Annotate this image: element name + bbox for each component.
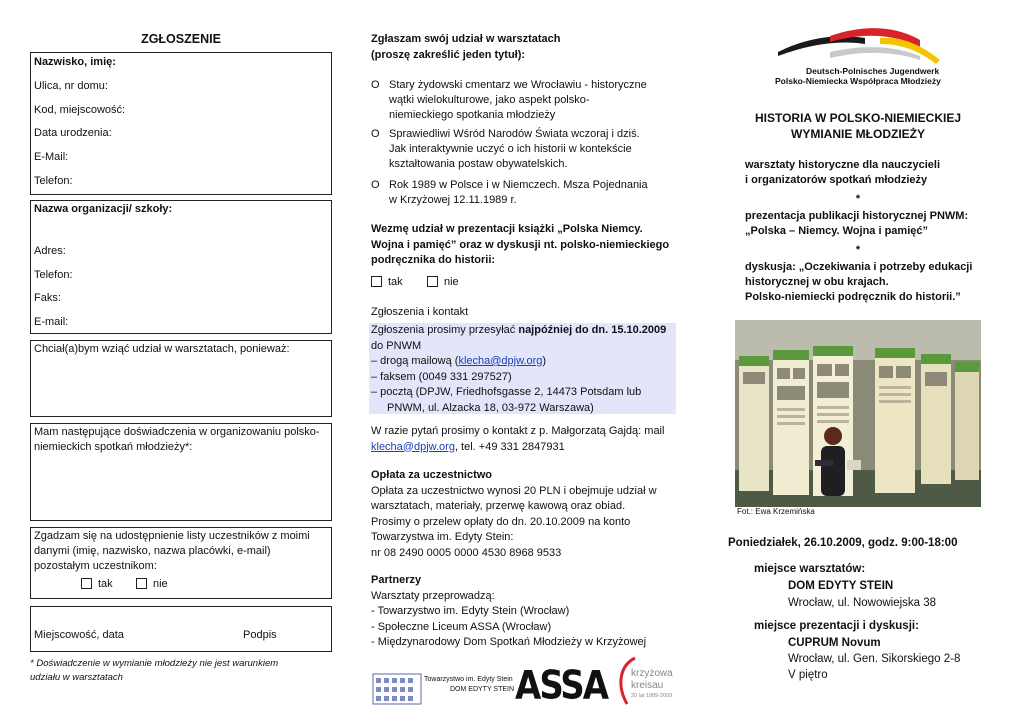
email-label: E-Mail: <box>34 151 69 163</box>
questions-block <box>371 424 677 455</box>
kreisau-logo <box>615 656 679 706</box>
reason-box[interactable] <box>30 340 332 417</box>
kreisau-text-2: kreisau <box>631 680 664 691</box>
program-item-3 <box>745 260 995 305</box>
contact-post-2: PNWM, ul. Alzacka 18, 03-972 Warszawa) <box>387 401 594 414</box>
fee-line: Opłata za uczestnictwo wynosi 20 PLN i obejmuje udział w <box>371 484 657 497</box>
organization-name-label: Nazwa organizacji/ szkoły: <box>34 203 173 215</box>
option-line: kształtowania postaw obywatelskich. <box>389 158 568 170</box>
organization-box[interactable] <box>30 200 332 334</box>
program-item-3-line-2: historycznej w obu krajach. <box>745 276 889 288</box>
presentation-place-address: Wrocław, ul. Gen. Sikorskiego 2-8 <box>788 653 961 665</box>
book-no-label: nie <box>444 276 459 288</box>
fee-line: Towarzystwa im. Edyty Stein: <box>371 531 514 543</box>
consent-yes-label: tak <box>98 578 113 590</box>
experience-label-2: niemieckich spotkań młodzieży*: <box>34 441 193 453</box>
consent-no-label: nie <box>153 578 168 590</box>
questions-line-1: W razie pytań prosimy o kontakt z p. Małgorzatą Gajdą: mail <box>371 425 665 437</box>
partners-block <box>371 573 677 651</box>
consent-text-3: pozostałym uczestnikom: <box>34 560 157 572</box>
dpjw-logo-line-2: Polsko-Niemiecka Współpraca Młodzieży <box>775 76 941 86</box>
separator-star: * <box>855 244 861 256</box>
workshop-option-2[interactable] <box>371 127 677 172</box>
workshop-place-address: Wrocław, ul. Nowowiejska 38 <box>788 597 937 609</box>
workshop-choice-heading <box>371 32 677 63</box>
contact-block <box>371 323 677 416</box>
title-line-1: HISTORIA W POLSKO-NIEMIECKIEJ <box>754 111 961 125</box>
birthdate-label: Data urodzenia: <box>34 127 112 139</box>
contact-post-1: – pocztą (DPJW, Friedhofsgasse 2, 14473 Potsdam lub <box>371 386 642 398</box>
program-item-2 <box>745 209 995 239</box>
fee-heading: Opłata za uczestnictwo <box>371 469 493 481</box>
workshop-option-3[interactable] <box>371 178 677 208</box>
option-line: Stary żydowski cmentarz we Wrocławiu - historyczne <box>389 79 647 91</box>
contact-email-link[interactable]: klecha@dpjw.org <box>458 355 543 367</box>
option-line: wątki wielokulturowe, jako aspekt polsko- <box>389 94 590 106</box>
personal-data-box[interactable] <box>30 52 332 195</box>
footnote <box>30 657 330 685</box>
phone-label: Telefon: <box>34 175 73 187</box>
contact-line-1a: Zgłoszenia prosimy przesyłać <box>371 324 519 336</box>
questions-phone: , tel. +49 331 2847931 <box>454 440 565 453</box>
postcode-label: Kod, miejscowość: <box>34 104 126 116</box>
option-line: Rok 1989 w Polsce i w Niemczech. Msza Pojednania <box>389 179 648 191</box>
consent-no-option[interactable] <box>136 578 168 590</box>
workshop-heading-2: (proszę zakreślić jeden tytuł): <box>371 48 526 61</box>
questions-line-2 <box>371 440 677 456</box>
edith-logo-text-1: Towarzystwo im. Edyty Stein <box>424 676 513 683</box>
consent-no-checkbox[interactable] <box>136 578 147 589</box>
event-date: Poniedziałek, 26.10.2009, godz. 9:00-18:00 <box>728 537 958 549</box>
program-item-1 <box>745 158 995 188</box>
signature-box[interactable] <box>30 606 332 652</box>
contact-line-2: do PNWM <box>371 339 422 352</box>
organization-email-label: E-mail: <box>34 316 69 328</box>
consent-text-1: Zgadzam się na udostępnienie listy uczestników z moimi <box>34 530 310 542</box>
workshop-heading-1: Zgłaszam swój udział w warsztatach <box>371 33 561 45</box>
dpjw-logo <box>770 22 945 90</box>
option-line: w Krzyżowej 12.11.1989 r. <box>389 194 517 206</box>
option-marker[interactable]: O <box>371 79 380 91</box>
partners-line: Warsztaty przeprowadzą: <box>371 589 495 602</box>
signature-label: Podpis <box>243 629 277 641</box>
program-item-1-line-2: i organizatorów spotkań młodzieży <box>745 174 928 186</box>
name-label: Nazwisko, imię: <box>34 56 116 68</box>
questions-email-link[interactable]: klecha@dpjw.org <box>371 440 455 453</box>
program-item-2-line-1: prezentacja publikacji historycznej PNWM: <box>745 210 969 222</box>
partners-line: - Międzynarodowy Dom Spotkań Młodzieży w Krzyżowej <box>371 636 647 648</box>
consent-text-2: danymi (imię, nazwisko, nazwa placówki, e-mail) <box>34 545 271 557</box>
separator-star: * <box>855 193 861 205</box>
fee-block <box>371 468 677 561</box>
option-marker[interactable]: O <box>371 179 380 191</box>
option-line: niemieckiego spotkania młodzieży <box>389 109 556 121</box>
place-date-label: Miejscowość, data <box>34 629 124 641</box>
book-question <box>371 222 677 269</box>
photo-caption: Fot.: Ewa Krzemińska <box>737 507 815 516</box>
experience-box[interactable] <box>30 423 332 521</box>
book-question-3: podręcznika do historii: <box>371 254 496 266</box>
assa-logo-text: ASSA <box>515 662 608 709</box>
book-question-1: Wezmę udział w prezentacji książki „Polska Niemcy. <box>371 223 643 235</box>
partners-line: - Społeczne Liceum ASSA (Wrocław) <box>371 620 552 633</box>
presentation-place-label: miejsce prezentacji i dyskusji: <box>754 620 919 632</box>
edith-logo-text-2: DOM EDYTY STEIN <box>450 686 515 693</box>
street-label: Ulica, nr domu: <box>34 80 108 92</box>
kreisau-text-1: krzyżowa <box>631 668 673 679</box>
program-item-1-line-1: warsztaty historyczne dla nauczycieli <box>745 159 941 171</box>
organization-phone-label: Telefon: <box>34 269 73 281</box>
partners-line: - Towarzystwo im. Edyty Stein (Wrocław) <box>371 605 570 617</box>
book-question-2: Wojna i pamięć” oraz w dyskusji nt. polsko-niemieckiego <box>371 238 670 251</box>
experience-label-1: Mam następujące doświadczenia w organizowaniu polsko- <box>34 426 320 438</box>
exhibition-photo <box>735 320 981 507</box>
reason-label: Chciał(a)bym wziąć udział w warsztatach, ponieważ: <box>34 343 290 355</box>
workshop-place-label: miejsce warsztatów: <box>754 563 866 575</box>
dpjw-logo-line-1: Deutsch-Polnisches Jugendwerk <box>806 66 940 76</box>
workshop-place-name: DOM EDYTY STEIN <box>788 580 894 592</box>
option-line: Sprawiedliwi Wśród Narodów Świata wczoraj i dziś. <box>389 128 640 140</box>
workshop-option-1[interactable] <box>371 78 677 123</box>
footnote-line-2: udziału w warsztatach <box>30 672 123 683</box>
edith-stein-logo <box>372 670 515 706</box>
option-marker[interactable]: O <box>371 128 380 140</box>
consent-yes-checkbox[interactable] <box>81 578 92 589</box>
program-item-3-line-3: Polsko-niemiecki podręcznik do historii.” <box>745 291 961 303</box>
dpjw-flag-swoosh-icon <box>770 22 945 68</box>
book-yes-option[interactable] <box>371 276 403 288</box>
fee-line: Prosimy o przelew opłaty do dn. 20.10.2009 na konto <box>371 515 631 528</box>
fee-line: warsztatach, materiały, przerwę kawową oraz obiad. <box>371 500 626 512</box>
program-item-2-line-2: „Polska – Niemcy. Wojna i pamięć” <box>745 225 928 237</box>
form-title: ZGŁOSZENIE <box>141 32 221 46</box>
title-line-2: WYMIANIE MŁODZIEŻY <box>791 127 925 141</box>
page-title <box>730 110 986 142</box>
book-yes-checkbox[interactable] <box>371 276 382 287</box>
contact-deadline: najpóźniej do dn. 15.10.2009 <box>518 324 667 336</box>
contact-heading: Zgłoszenia i kontakt <box>371 306 469 318</box>
organization-address-label: Adres: <box>34 245 66 257</box>
contact-mail <box>371 354 677 370</box>
program-item-3-line-1: dyskusja: „Oczekiwania i potrzeby edukacji <box>745 261 973 273</box>
partners-heading: Partnerzy <box>371 574 422 586</box>
presentation-place-floor: V piętro <box>788 669 828 681</box>
contact-mail-suffix: ) <box>542 355 547 367</box>
contact-mail-prefix: – drogą mailową ( <box>371 355 459 367</box>
book-yes-label: tak <box>388 276 403 288</box>
book-no-option[interactable] <box>427 276 459 288</box>
contact-fax: – faksem (0049 331 297527) <box>371 370 512 383</box>
consent-box <box>30 527 332 599</box>
footnote-line-1: * Doświadczenie w wymianie młodzieży nie jest warunkiem <box>30 658 279 669</box>
contact-line-1 <box>371 323 677 339</box>
consent-yes-option[interactable] <box>81 578 113 590</box>
fee-line: nr 08 2490 0005 0000 4530 8968 9533 <box>371 546 562 559</box>
option-line: Jak interaktywnie uczyć o ich historii w kontekście <box>389 143 632 155</box>
exhibition-photo-image <box>735 320 981 507</box>
organization-fax-label: Faks: <box>34 292 61 304</box>
book-no-checkbox[interactable] <box>427 276 438 287</box>
kreisau-text-3: 20 lat 1989-2009 <box>631 693 673 699</box>
assa-logo <box>515 662 608 709</box>
presentation-place-name: CUPRUM Novum <box>788 637 881 649</box>
